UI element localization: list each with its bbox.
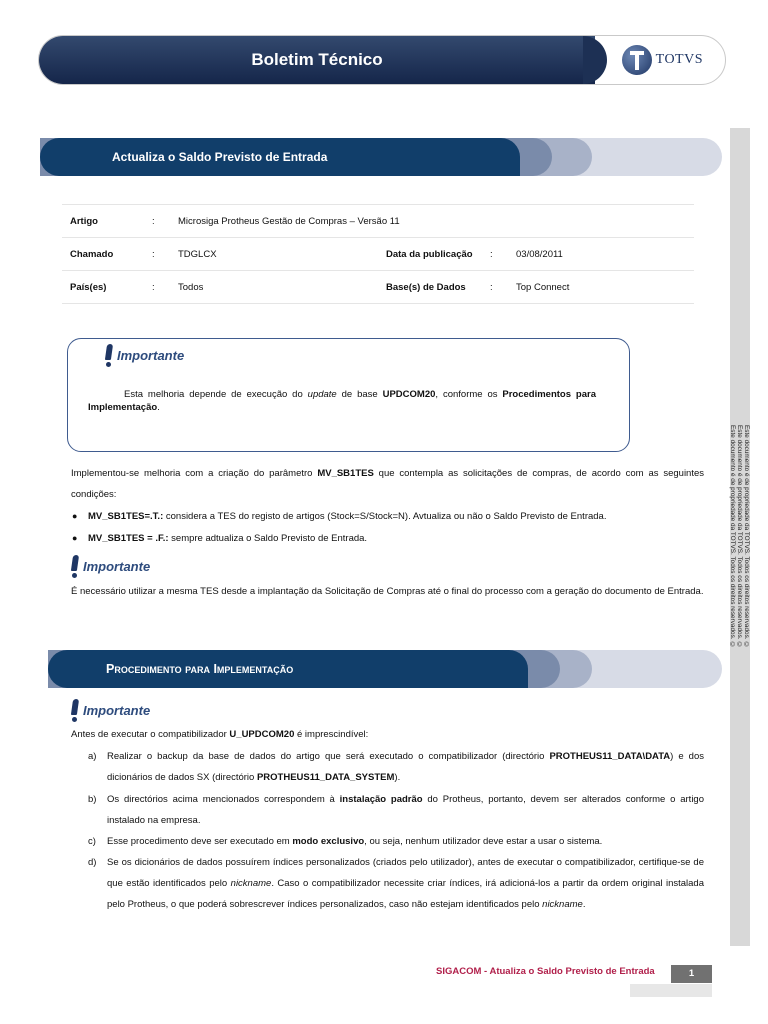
totvs-logo-text: TOTVS bbox=[655, 52, 703, 67]
chamado-value: TDGLCX bbox=[170, 238, 378, 271]
chamado-label: Chamado bbox=[62, 238, 152, 271]
copyright-notice: Este documento é de propriedade da TOTVS. Todos os direitos reservados. © bbox=[743, 425, 750, 649]
table-row bbox=[62, 271, 694, 304]
importante-heading bbox=[71, 699, 150, 721]
colon: : bbox=[152, 205, 170, 238]
section-banner-1 bbox=[40, 138, 722, 176]
colon: : bbox=[490, 238, 508, 271]
copyright-notice: Este documento é de propriedade da TOTVS. Todos os direitos reservados. © bbox=[729, 425, 736, 649]
bullet-icon: ● bbox=[72, 511, 78, 521]
importante-label: Importante bbox=[83, 702, 151, 718]
totvs-logo-icon bbox=[622, 45, 652, 75]
importante-label: Importante bbox=[117, 347, 185, 363]
data-publicacao-label: Data da publicação bbox=[378, 238, 490, 271]
importante-label: Importante bbox=[83, 558, 151, 574]
list-item: b) Os directórios acima mencionados correspondem à instalação padrão do Protheus, portanto, devem ser alterados conforme o artigo instalado na empresa. bbox=[107, 789, 704, 831]
footer-decoration bbox=[630, 984, 712, 997]
bullet-icon: ● bbox=[72, 533, 78, 543]
colon: : bbox=[152, 271, 170, 304]
importante-text: Esta melhoria depende de execução do update de base UPDCOM20, conforme os Procedimentos para Implementação. bbox=[88, 389, 596, 413]
step-marker: d) bbox=[88, 857, 97, 868]
step-marker: a) bbox=[88, 751, 97, 762]
section-title: Procedimento para Implementação bbox=[106, 662, 294, 676]
document-header bbox=[38, 35, 726, 85]
copyright-notice: Este documento é de propriedade da TOTVS. Todos os direitos reservados. © bbox=[736, 425, 743, 649]
paises-label: País(es) bbox=[62, 271, 152, 304]
exclamation-icon bbox=[71, 699, 79, 721]
list-item: ● MV_SB1TES=.T.: considera a TES do registo de artigos (Stock=S/Stock=N). Avtualiza ou não o Saldo Previsto de Entrada. bbox=[88, 506, 704, 527]
table-row bbox=[62, 205, 694, 238]
info-table bbox=[62, 204, 694, 304]
importante-note-paragraph: É necessário utilizar a mesma TES desde a implantação da Solicitação de Compras até o final do processo com a geração do documento de Entrada. bbox=[71, 586, 704, 597]
document-title: Boletim Técnico bbox=[251, 50, 383, 69]
list-item: ● MV_SB1TES = .F.: sempre adtualiza o Saldo Previsto de Entrada. bbox=[88, 528, 704, 549]
base-dados-value: Top Connect bbox=[508, 271, 694, 304]
exclamation-icon bbox=[71, 555, 79, 577]
colon: : bbox=[152, 238, 170, 271]
section-title: Actualiza o Saldo Previsto de Entrada bbox=[112, 150, 328, 164]
colon: : bbox=[490, 271, 508, 304]
step-marker: b) bbox=[88, 794, 97, 805]
exclamation-icon bbox=[105, 344, 113, 366]
list-item: c) Esse procedimento deve ser executado em modo exclusivo, ou seja, nenhum utilizador deve estar a usar o sistema. bbox=[107, 831, 704, 852]
table-row bbox=[62, 238, 694, 271]
importante-heading bbox=[105, 344, 184, 366]
page-number: 1 bbox=[671, 965, 712, 983]
importante-heading bbox=[71, 555, 150, 577]
list-item: d) Se os dicionários de dados possuírem índices personalizados (criados pelo utilizador), antes de executar o compatibilizador, certifique-se de que estão identificados pelo nickname. Caso o compatibilizador necessite criar índices, irá adicioná-los a partir da ordem original instalada pelo Protheus, o que poderá sobrescrever índices personalizados, caso não estejam identificados pelo nickname. bbox=[107, 852, 704, 915]
procedure-intro: Antes de executar o compatibilizador U_UPDCOM20 é imprescindível: bbox=[71, 729, 369, 740]
artigo-value: Microsiga Protheus Gestão de Compras – Versão 11 bbox=[170, 205, 694, 238]
base-dados-label: Base(s) de Dados bbox=[378, 271, 490, 304]
step-marker: c) bbox=[88, 836, 96, 847]
footer-title: SIGACOM - Atualiza o Saldo Previsto de Entrada bbox=[436, 966, 655, 977]
copyright-side-strip bbox=[730, 128, 750, 946]
paises-value: Todos bbox=[170, 271, 378, 304]
artigo-label: Artigo bbox=[62, 205, 152, 238]
data-publicacao-value: 03/08/2011 bbox=[508, 238, 694, 271]
intro-paragraph: Implementou-se melhoria com a criação do parâmetro MV_SB1TES que contempla as solicitações de compras, de acordo com as seguintes condições: bbox=[71, 468, 705, 500]
section-banner-2 bbox=[48, 650, 722, 688]
list-item: a) Realizar o backup da base de dados do artigo que será executado o compatibilizador (directório PROTHEUS11_DATA\DATA) e dos dicionários de dados SX (directório PROTHEUS11_DATA_SYSTEM). bbox=[107, 746, 704, 788]
totvs-logo bbox=[622, 45, 703, 75]
